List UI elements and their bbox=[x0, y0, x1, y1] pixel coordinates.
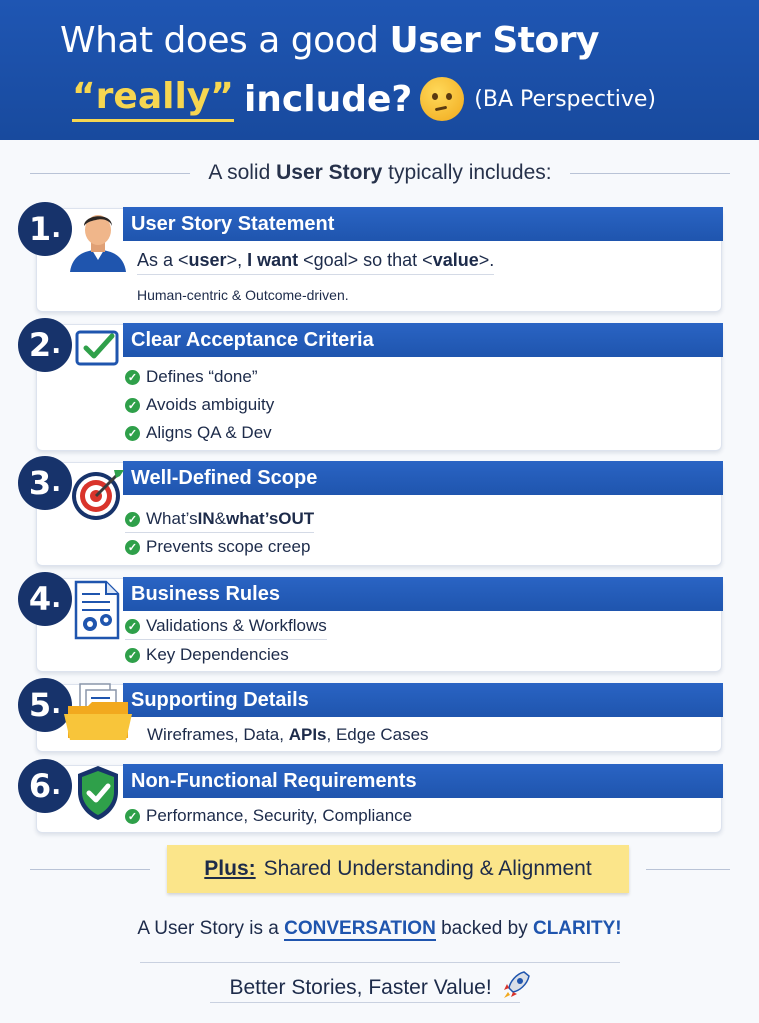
title-bold: User Story bbox=[389, 20, 599, 61]
card-title-bar bbox=[123, 207, 723, 241]
card-business-rules bbox=[36, 578, 722, 672]
card-well-defined-scope bbox=[36, 462, 722, 566]
card-title: Clear Acceptance Criteria bbox=[131, 328, 374, 351]
bullet-item: ✓ Prevents scope creep bbox=[125, 537, 310, 557]
bullet-item: ✓ Defines “done” bbox=[125, 367, 258, 387]
divider-right bbox=[646, 869, 730, 870]
card-title: Business Rules bbox=[131, 582, 280, 605]
bullet-item: ✓ Performance, Security, Compliance bbox=[125, 806, 412, 826]
plus-text: Shared Understanding & Alignment bbox=[263, 857, 592, 880]
check-icon: ✓ bbox=[125, 648, 140, 663]
card-title-bar bbox=[123, 461, 723, 495]
card-supporting-details bbox=[36, 684, 722, 752]
card-title: Supporting Details bbox=[131, 688, 309, 711]
shield-check-icon bbox=[74, 764, 122, 822]
divider bbox=[140, 962, 620, 963]
check-icon: ✓ bbox=[125, 370, 140, 385]
keyword-conversation: CONVERSATION bbox=[284, 918, 436, 939]
card-user-story-statement bbox=[36, 208, 722, 312]
footer-tagline: A User Story is a CONVERSATION backed by CLARITY! bbox=[137, 918, 622, 939]
page-title-line1 bbox=[60, 20, 599, 61]
plus-note bbox=[167, 845, 629, 893]
statement-text: As a <user>, I want <goal> so that <value>. bbox=[137, 250, 494, 275]
title-perspective: (BA Perspective) bbox=[474, 86, 657, 112]
title-really: “really” bbox=[72, 76, 234, 122]
folder-icon bbox=[62, 680, 134, 742]
card-non-functional bbox=[36, 765, 722, 833]
intro-row bbox=[30, 158, 730, 188]
card-title-bar bbox=[123, 683, 723, 717]
thinking-face-icon bbox=[420, 77, 464, 121]
card-title: User Story Statement bbox=[131, 212, 335, 235]
keyword-clarity: CLARITY! bbox=[532, 918, 622, 939]
divider-left bbox=[30, 173, 190, 174]
check-icon: ✓ bbox=[125, 512, 140, 527]
rocket-icon bbox=[502, 970, 530, 1000]
bullet-item: ✓ Avoids ambiguity bbox=[125, 395, 274, 415]
number-badge-3: 3 . bbox=[18, 456, 72, 510]
card-title: Non-Functional Requirements bbox=[131, 769, 417, 792]
number-badge-6: 6 . bbox=[18, 759, 72, 813]
footer-slogan: Better Stories, Faster Value! bbox=[0, 970, 759, 1000]
number-badge-4: 4 . bbox=[18, 572, 72, 626]
number-badge-2: 2 . bbox=[18, 318, 72, 372]
person-icon bbox=[66, 208, 130, 274]
title-prefix: What does a good bbox=[60, 20, 390, 61]
statement-subtext: Human-centric & Outcome-driven. bbox=[137, 287, 349, 303]
card-acceptance-criteria bbox=[36, 324, 722, 451]
check-icon: ✓ bbox=[125, 398, 140, 413]
plus-label: Plus: bbox=[204, 857, 256, 880]
intro-text: A solid User Story typically includes: bbox=[208, 161, 552, 184]
plus-row bbox=[30, 845, 730, 895]
checkbox-icon bbox=[74, 326, 122, 368]
bullet-item: ✓ Validations & Workflows bbox=[125, 616, 327, 640]
card-title-bar bbox=[123, 764, 723, 798]
card-title-bar bbox=[123, 577, 723, 611]
number-badge-1: 1 . bbox=[18, 202, 72, 256]
page-title-line2 bbox=[72, 76, 656, 122]
header-banner bbox=[0, 0, 759, 140]
divider-left bbox=[30, 869, 150, 870]
card-title-bar bbox=[123, 323, 723, 357]
card-title: Well-Defined Scope bbox=[131, 466, 318, 489]
target-icon bbox=[70, 466, 126, 522]
details-text: Wireframes, Data, APIs, Edge Cases bbox=[147, 725, 429, 744]
check-icon: ✓ bbox=[125, 540, 140, 555]
bullet-item: ✓ Aligns QA & Dev bbox=[125, 423, 272, 443]
divider bbox=[210, 1002, 520, 1003]
document-gears-icon bbox=[72, 580, 124, 640]
divider-right bbox=[570, 173, 730, 174]
bullet-item: ✓ Key Dependencies bbox=[125, 645, 289, 665]
bullet-item: ✓ What’s IN & what’s OUT bbox=[125, 509, 314, 533]
check-icon: ✓ bbox=[125, 426, 140, 441]
check-icon: ✓ bbox=[125, 809, 140, 824]
number-badge-5: 5 . bbox=[18, 678, 72, 732]
check-icon: ✓ bbox=[125, 619, 140, 634]
title-include: include? bbox=[243, 78, 413, 120]
